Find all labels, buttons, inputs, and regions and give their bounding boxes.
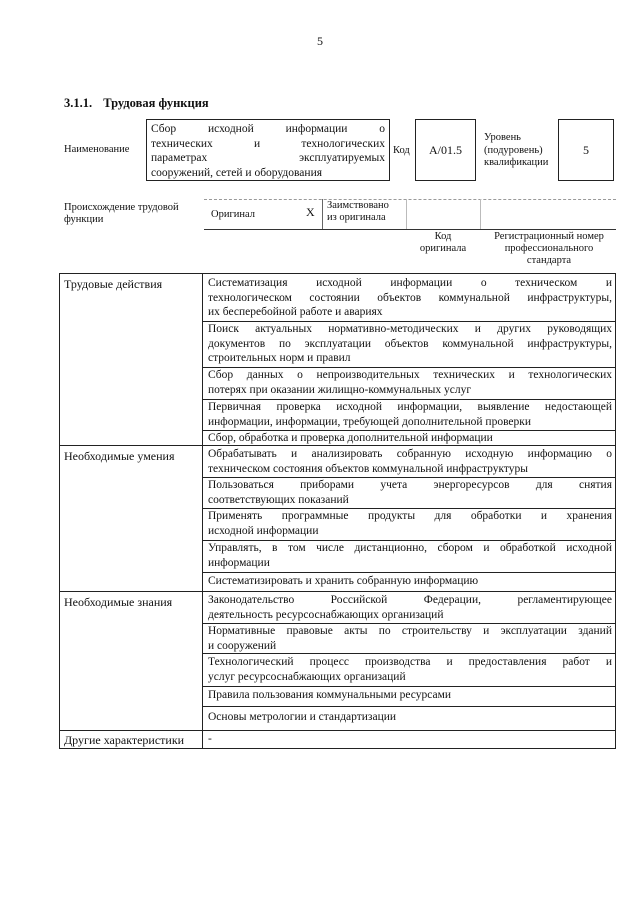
knowledge-item	[208, 655, 612, 684]
other-characteristics-label: Другие характеристики	[64, 733, 185, 747]
function-name-line: технических и технологических	[151, 137, 385, 150]
level-label-line: квалификации	[484, 157, 549, 168]
code-label: Код	[393, 145, 410, 156]
row-divider	[202, 686, 616, 687]
knowledge-label: Необходимые знания	[64, 595, 173, 609]
level-value: 5	[558, 119, 614, 181]
knowledge-item	[208, 624, 612, 653]
row-divider	[202, 572, 616, 573]
item-line: Правила пользования коммунальными ресурсами	[208, 689, 452, 701]
divider	[480, 199, 481, 229]
skill-item	[208, 478, 612, 507]
borrowed-label-line: Заимствовано	[327, 200, 389, 211]
column-divider	[202, 273, 203, 749]
item-line: информации, информации, требующей дополнительной проверки	[208, 415, 532, 428]
origin-label-line: Происхождение трудовой	[64, 202, 179, 213]
item-line: Сбор данных о непроизводительных технических и технологических	[208, 369, 612, 381]
function-name-line: сооружений, сетей и оборудования	[151, 166, 323, 179]
level-label-line: (подуровень)	[484, 144, 543, 156]
item-line: Систематизировать и хранить собранную информацию	[208, 575, 479, 587]
item-line: потерях при оказании жилищно-коммунальных услуг	[208, 383, 472, 396]
item-line: строительных норм и правил	[208, 352, 351, 364]
item-line: технологическом состоянии объектов коммунальной инфраструктуры,	[208, 291, 612, 304]
original-label: Оригинал	[211, 209, 255, 220]
item-line: их бесперебойной работе и авариях	[208, 306, 383, 318]
labor-action-item	[208, 431, 612, 446]
skill-item	[208, 574, 612, 589]
knowledge-item	[208, 688, 612, 703]
origin-label-line: функции	[64, 214, 104, 225]
origin-label	[64, 202, 204, 226]
skills-label: Необходимые умения	[64, 449, 175, 463]
item-line: Применять программные продукты для обработки и хранения	[208, 510, 612, 522]
item-line: и сооружений	[208, 639, 277, 652]
labor-actions-label: Трудовые действия	[64, 277, 163, 291]
origin-box	[204, 199, 616, 229]
item-line: исходной информации	[208, 524, 319, 537]
labor-action-item	[208, 368, 612, 397]
reg-number-line: стандарта	[526, 255, 572, 266]
item-line: Управлять, в том числе дистанционно, сбором и обработкой исходной	[208, 542, 612, 554]
item-line: Поиск актуальных нормативно-методических и других руководящих	[208, 323, 612, 335]
reg-number-label	[482, 231, 616, 267]
item-line: деятельность ресурсоснабжающих организаций	[208, 608, 444, 621]
skill-item	[208, 447, 612, 476]
item-line: Технологический процесс производства и предоставления работ и	[208, 656, 612, 668]
function-name-box	[146, 119, 390, 181]
knowledge-item	[208, 710, 612, 725]
item-line: техническом состояния объектов коммунальной инфраструктуры	[208, 462, 529, 475]
divider	[322, 199, 323, 229]
knowledge-item	[208, 593, 612, 622]
item-line: услуг ресурсоснабжающих организаций	[208, 670, 406, 683]
section-title-text: Трудовая функция	[103, 96, 209, 110]
level-label-line: Уровень	[484, 132, 521, 143]
item-line: Обрабатывать и анализировать собранную исходную информацию о	[208, 448, 612, 460]
item-line: информации	[208, 556, 270, 569]
borrowed-label	[327, 200, 389, 224]
section-divider	[59, 730, 616, 731]
code-original-line: оригинала	[419, 243, 467, 254]
section-divider	[59, 591, 616, 592]
original-mark: X	[306, 205, 315, 219]
reg-number-line: Регистрационный номер	[494, 231, 604, 242]
item-line: документов по эксплуатации объектов коммунальной инфраструктуры,	[208, 337, 612, 350]
labor-action-item	[208, 400, 612, 429]
other-characteristics-value: -	[208, 733, 212, 745]
item-line: Систематизация исходной информации о техническом и	[208, 277, 612, 289]
code-value: А/01.5	[415, 119, 476, 181]
section-title	[64, 96, 209, 111]
code-original-line: Код	[434, 231, 452, 242]
function-name-line: параметрах эксплуатируемых	[151, 152, 385, 164]
item-line: Пользоваться приборами учета энергоресурсов для снятия	[208, 479, 612, 491]
item-line: Первичная проверка исходной информации, выявление недостающей	[208, 401, 612, 413]
code-original-label	[408, 231, 478, 255]
section-number: 3.1.1.	[64, 96, 93, 110]
item-line: Нормативные правовые акты по строительству и эксплуатации зданий	[208, 625, 612, 637]
item-line: Сбор, обработка и проверка дополнительной информации	[208, 432, 493, 444]
reg-number-line: профессионального	[504, 243, 594, 254]
function-name-line: Сбор исходной информации о	[151, 123, 385, 135]
labor-action-item	[208, 276, 612, 320]
item-line: Основы метрологии и стандартизации	[208, 711, 397, 723]
divider	[204, 229, 616, 230]
borrowed-label-line: из оригинала	[327, 212, 386, 223]
row-divider	[202, 653, 616, 654]
labor-action-item	[208, 322, 612, 366]
divider	[406, 199, 407, 229]
name-label: Наименование	[64, 144, 130, 155]
level-label	[484, 132, 558, 170]
skill-item	[208, 541, 612, 570]
skill-item	[208, 509, 612, 538]
item-line: соответствующих показаний	[208, 493, 349, 506]
page-number: 5	[317, 34, 323, 48]
item-line: Законодательство Российской Федерации, регламентирующее	[208, 594, 612, 606]
row-divider	[202, 706, 616, 707]
